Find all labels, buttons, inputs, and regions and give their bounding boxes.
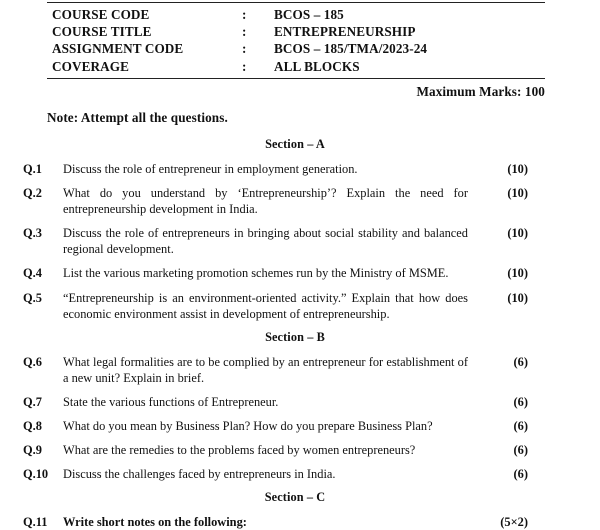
question-row — [0, 225, 600, 257]
question-text: Discuss the challenges faced by entrepreneurs in India. — [63, 467, 336, 482]
question-row — [0, 466, 600, 482]
question-row — [0, 514, 600, 530]
meta-label-assignment-code: ASSIGNMENT CODE — [52, 41, 184, 57]
meta-value-coverage: ALL BLOCKS — [274, 58, 360, 74]
meta-label-course-code: COURSE CODE — [52, 7, 150, 22]
question-number: Q.2 — [23, 186, 42, 201]
meta-label-coverage: COVERAGE — [52, 58, 130, 74]
maximum-marks: Maximum Marks: 100 — [416, 84, 545, 99]
question-marks: (6) — [513, 467, 528, 482]
question-text: “Entrepreneurship is an environment-oriented activity.” Explain that how does economic environment assist in development of entrepreneurship. — [63, 290, 468, 321]
section-heading-c: Section – C — [264, 490, 326, 505]
meta-row-course-code — [47, 6, 545, 23]
meta-row-assignment-code — [47, 40, 545, 57]
question-row — [0, 265, 600, 281]
question-text: What are the remedies to the problems faced by women entrepreneurs? — [63, 443, 416, 458]
course-meta-table — [47, 6, 545, 75]
meta-row-course-title — [47, 23, 545, 40]
question-text: List the various marketing promotion schemes run by the Ministry of MSME. — [63, 266, 449, 281]
question-number: Q.8 — [23, 419, 42, 434]
course-meta-block — [47, 2, 545, 79]
note-attempt-all-questions: Note: Attempt all the questions. — [47, 110, 228, 125]
question-number: Q.9 — [23, 443, 42, 458]
question-row — [0, 161, 600, 177]
course-meta-body — [47, 6, 545, 75]
question-marks: (6) — [513, 419, 528, 434]
question-marks: (10) — [507, 186, 528, 201]
question-number: Q.5 — [23, 290, 42, 305]
meta-colon-assignment-code: : — [242, 41, 247, 57]
question-row — [0, 442, 600, 458]
meta-row-coverage — [47, 58, 545, 75]
meta-value-course-title: ENTREPRENEURSHIP — [274, 24, 416, 40]
question-text: What do you understand by ‘Entrepreneurship’? Explain the need for entrepreneurship development in India. — [63, 186, 468, 217]
question-row — [0, 290, 600, 322]
question-number: Q.4 — [23, 266, 42, 281]
question-number: Q.7 — [23, 394, 42, 409]
question-row — [0, 185, 600, 217]
question-marks: (10) — [507, 226, 528, 241]
question-number: Q.1 — [23, 162, 42, 176]
question-marks: (10) — [507, 266, 528, 281]
question-text: State the various functions of Entrepreneur. — [63, 394, 279, 409]
question-number: Q.3 — [23, 226, 42, 241]
section-heading-b: Section – B — [265, 329, 325, 344]
question-marks: (6) — [513, 354, 528, 369]
question-text: Discuss the role of entrepreneurs in bringing about social stability and balanced regional development. — [63, 226, 468, 257]
meta-value-assignment-code: BCOS – 185/TMA/2023-24 — [274, 41, 428, 57]
question-row — [0, 354, 600, 386]
question-row — [0, 418, 600, 434]
meta-colon-course-title: : — [242, 24, 247, 40]
question-marks: (10) — [507, 290, 528, 305]
question-text: What do you mean by Business Plan? How do you prepare Business Plan? — [63, 419, 433, 434]
question-text: Write short notes on the following: — [63, 515, 247, 530]
meta-label-course-title: COURSE TITLE — [52, 24, 152, 40]
meta-colon-course-code: : — [242, 7, 247, 22]
question-row — [0, 394, 600, 410]
question-marks: (6) — [513, 443, 528, 458]
question-number: Q.6 — [23, 354, 42, 369]
question-marks: (6) — [513, 394, 528, 409]
question-text: What legal formalities are to be complied by an entrepreneur for establishment of a new unit? Explain in brief. — [63, 354, 468, 385]
question-text: Discuss the role of entrepreneur in employment generation. — [63, 162, 358, 176]
question-list — [0, 137, 600, 530]
question-marks: (5×2) — [500, 515, 528, 530]
meta-value-course-code: BCOS – 185 — [274, 7, 344, 22]
question-number: Q.10 — [23, 467, 49, 482]
meta-colon-coverage: : — [242, 58, 247, 74]
section-heading-a: Section – A — [265, 137, 325, 151]
question-number: Q.11 — [23, 515, 48, 530]
question-marks: (10) — [507, 162, 528, 176]
